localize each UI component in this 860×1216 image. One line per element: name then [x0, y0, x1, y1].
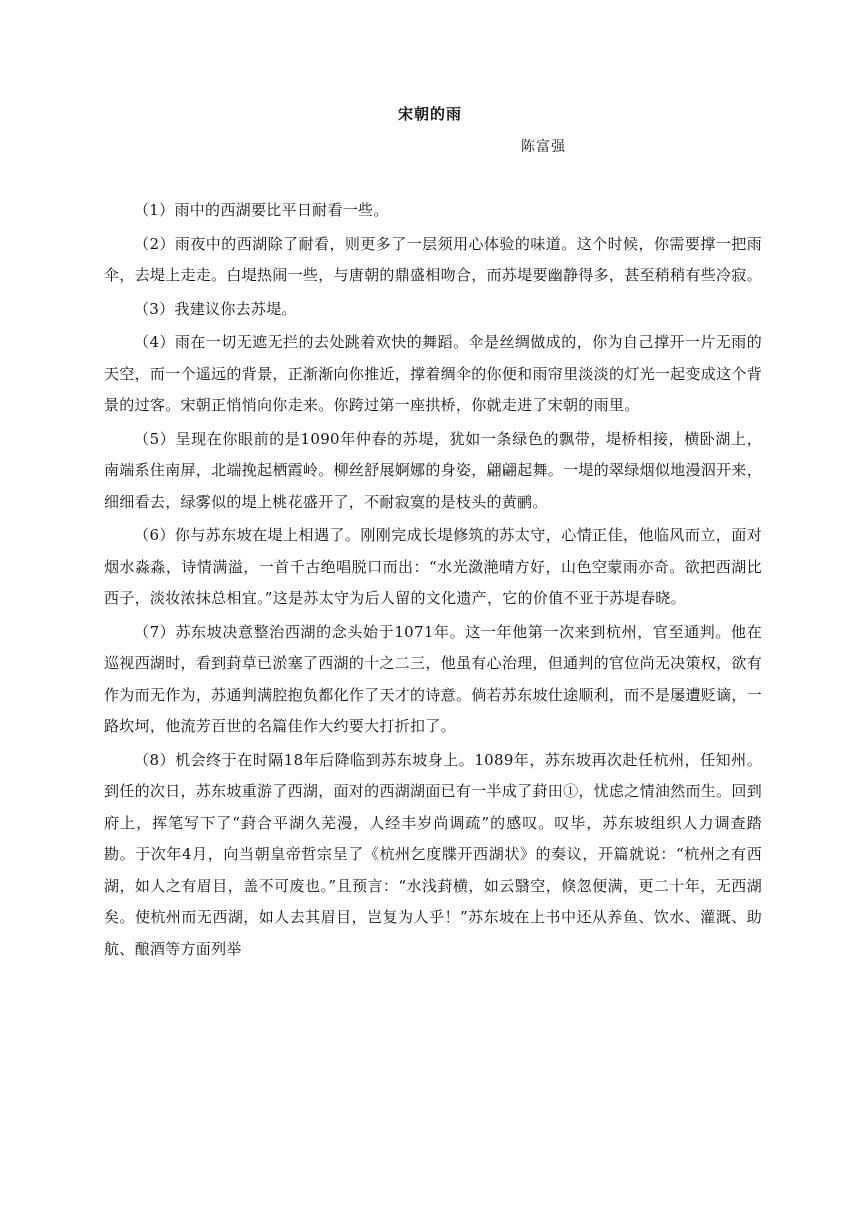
paragraph-6: （6）你与苏东坡在堤上相遇了。刚刚完成长堤修筑的苏太守，心情正佳，他临风而立，面对烟水淼淼，诗情满溢，一首千古绝唱脱口而出：“水光潋滟晴方好，山色空蒙雨亦奇。欲把西湖比西子，淡妆浓抹总相宜。”这是苏太守为后人留的文化遗产，它的价值不亚于苏堤春晓。	[104, 526, 762, 607]
paragraph-3: （3）我建议你去苏堤。	[134, 299, 297, 318]
paragraph-1: （1）雨中的西湖要比平日耐看一些。	[134, 201, 389, 219]
paragraph-7: （7）苏东坡决意整治西湖的念头始于1071年。这一年他第一次来到杭州，官至通判。他在巡视西湖时，看到葑草已淤塞了西湖的十之二三，他虽有心治理，但通判的官位尚无决策权，欲有作为而无作为，苏通判满腔抱负都化作了天才的诗意。倘若苏东坡仕途顺利，而不是屡遭贬谪，一路坎坷，他流芳百世的名篇佳作大约要大打折扣了。	[104, 622, 762, 735]
article-title: 宋朝的雨	[397, 105, 462, 123]
article-body	[104, 195, 762, 967]
article-author: 陈富强	[521, 139, 566, 155]
paragraph-8: （8）机会终于在时隔18年后降临到苏东坡身上。1089年，苏东坡再次赴任杭州，任知州。到任的次日，苏东坡重游了西湖，面对的西湖湖面已有一半成了葑田①，忧虑之情油然而生。回到府上，挥笔写下了“葑合平湖久芜漫，人经丰岁尚调疏”的感叹。叹毕，苏东坡组织人力调查踏勘。于次年4月，向当朝皇帝哲宗呈了《杭州乞度牒开西湖状》的奏议，开篇就说：“杭州之有西湖，如人之有眉目，盖不可废也。”且预言：“水浅葑横，如云翳空，倏忽便满，更二十年，无西湖矣。使杭州而无西湖，如人去其眉目，岂复为人乎！”苏东坡在上书中还从养鱼、饮水、灌溉、助航、酿酒等方面列举	[104, 750, 762, 958]
paragraph-4: （4）雨在一切无遮无拦的去处跳着欢快的舞蹈。伞是丝绸做成的，你为自己撑开一片无雨的天空，而一个遥远的背景，正渐渐向你推近，撑着绸伞的你便和雨帘里淡淡的灯光一起变成这个背景的过客。宋朝正悄悄向你走来。你跨过第一座拱桥，你就走进了宋朝的雨里。	[104, 333, 762, 414]
paragraph-2: （2）雨夜中的西湖除了耐看，则更多了一层须用心体验的味道。这个时候，你需要撑一把雨伞，去堤上走走。白堤热闹一些，与唐朝的鼎盛相吻合，而苏堤要幽静得多，甚至稍稍有些冷寂。	[104, 234, 762, 284]
paragraph-5: （5）呈现在你眼前的是1090年仲春的苏堤，犹如一条绿色的飘带，堤桥相接，横卧湖上，南端系住南屏，北端挽起栖霞岭。柳丝舒展婀娜的身姿，翩翩起舞。一堤的翠绿烟似地漫泅开来，细细看去，绿雾似的堤上桃花盛开了，不耐寂寞的是枝头的黄鹂。	[104, 429, 762, 511]
